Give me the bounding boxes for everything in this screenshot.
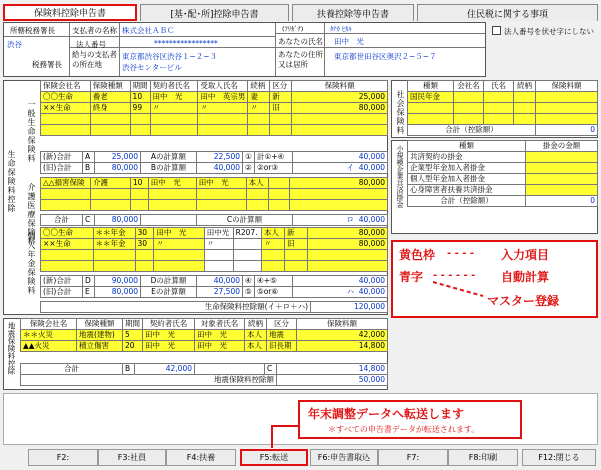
header-panel (3, 22, 486, 77)
addr-label: あなたの住所又は居所 (278, 50, 323, 69)
pension-label: 個人年金保険料 (27, 232, 36, 295)
table-row[interactable]: 心身障害者扶養共済掛金 (408, 185, 598, 196)
legend-master: マスター登録 (487, 294, 560, 308)
corp-no-label: 法人番号 (76, 40, 106, 49)
table-row[interactable]: 〇〇生命 養老 10 田中 光 田中 英宗男 妻 新 25,000 (41, 92, 388, 103)
corp-no-checkbox-label: 法人番号を伏せ字にしない (504, 27, 594, 36)
name-value: 田中 光 (334, 37, 364, 46)
payer-addr-label: 給与の支払者の所在地 (72, 50, 117, 69)
life-section-label: 生命保険料控除 (7, 150, 16, 213)
tab-dependents[interactable]: 扶養控除等申告書 (292, 4, 414, 21)
corp-no-value: ***************** (154, 39, 218, 48)
care-table (40, 177, 388, 211)
corp-no-checkbox[interactable] (492, 26, 501, 35)
legend-input: 入力項目 (501, 248, 550, 262)
tab-resident-tax[interactable]: 住民税に関する事項 (417, 4, 598, 21)
table-row[interactable]: ××生命 ＊＊年金 30 〃 〃 〃 旧 80,000 (41, 239, 388, 250)
payer-name-value: 株式会社ＡＢＣ (122, 26, 175, 35)
social-section-label: 社会保険料 (396, 90, 405, 135)
f8-print-button[interactable]: F8:印刷 (448, 449, 518, 466)
general-table: 保険会社名 保険種類 期間 契約者氏名 受取人氏名 続柄 区分 保険料額 〇〇生命 養老 10 田中 光 田中 英宗男 妻 新 25,000 ××生命 終身 99 〃 〃 〃 旧 80,000 (40, 80, 388, 136)
table-row[interactable]: ▲▲火災 積立傷害 20 田中 光 田中 光 本人 旧長期 14,800 (21, 341, 388, 352)
f5-transfer-button[interactable]: F5:転送 (240, 449, 308, 466)
eq-section-label: 地震保険料控除 (7, 322, 16, 375)
care-label: 介護医療保険料 (27, 183, 36, 246)
payer-addr-value2: 渋谷センタービル (122, 63, 182, 72)
legend-auto: 自動計算 (501, 270, 550, 284)
furigana-label: (ﾌﾘｶﾞﾅ) (282, 25, 304, 33)
pension-sums: (新)合計 D 90,000 Dの計算額 40,000 ④ ④+⑤ 40,000 (旧)合計 E 80,000 Eの計算額 27,500 ⑤ ⑤or⑥ ハ 40,000 (40, 275, 388, 298)
f2-button[interactable]: F2: (28, 449, 98, 466)
tax-office-label: 所轄税務署長 (10, 26, 55, 35)
transfer-title: 年末調整データへ転送します (308, 407, 465, 421)
table-row[interactable]: 個人型年金加入者掛金 (408, 174, 598, 185)
table-row[interactable]: △△損害保険 介護 10 田中 光 田中 光 本人 80,000 (41, 178, 388, 189)
tab-insurance-deduction[interactable]: 保険料控除申告書 (3, 4, 137, 21)
addr-value: 東京都世田谷区奥沢２−５−７ (334, 52, 437, 61)
f4-dependents-button[interactable]: F4:扶養 (166, 449, 236, 466)
small-table: 種類 掛金の金額 共済契約の掛金 企業型年金加入者掛金 個人型年金加入者掛金 心身障害者扶養共済掛金 合計（控除額） 0 (407, 140, 598, 207)
legend-arrow-icon (433, 280, 493, 300)
f6-import-button[interactable]: F6:申告書取込 (310, 449, 378, 466)
table-row[interactable]: 国民年金 (408, 92, 598, 103)
tab-basic-spouse-deduction[interactable]: [基･配･所]控除申告書 (140, 4, 289, 21)
table-row[interactable]: ＊＊火災 地震(建物) 5 田中 光 田中 光 本人 地震 42,000 (21, 330, 388, 341)
legend-dash-1: - - - - (447, 248, 475, 259)
furigana-value: ﾀﾅｶ ﾋｶﾙ (330, 25, 352, 33)
eq-sums: 合計 B 42,000 C 14,800 地震保険料控除額 50,000 (20, 363, 388, 386)
legend-dash-2: - - - - - - (433, 270, 476, 281)
table-row[interactable]: ××生命 終身 99 〃 〃 〃 旧 80,000 (41, 103, 388, 114)
social-table: 種類 会社名 氏名 続柄 保険料額 国民年金 合計（控除額） 0 (407, 80, 598, 136)
f12-close-button[interactable]: F12:閉じる (522, 449, 596, 466)
general-label: 一般生命保険料 (27, 100, 36, 163)
general-sums: (新)合計 A 25,000 Aの計算額 22,500 ① 計①+④ 40,000 (旧)合計 B 80,000 Bの計算額 40,000 ② ②or③ イ 40,000 (40, 151, 388, 174)
table-row[interactable]: 企業型年金加入者掛金 (408, 163, 598, 174)
transfer-note: ＊すべての申告書データが転送されます。 (328, 425, 480, 434)
legend-box (391, 240, 598, 318)
transfer-note-box (298, 400, 522, 439)
legend-yellow: 黄色枠 (399, 248, 436, 262)
payer-addr-value1: 東京都渋谷区渋谷１−２−３ (122, 52, 218, 61)
tax-office-value[interactable]: 渋谷 (7, 40, 22, 49)
care-sums: 合計 C 80,000 Cの計算額 ロ 40,000 (40, 214, 388, 226)
table-row[interactable]: 共済契約の掛金 (408, 152, 598, 163)
legend-blue: 青字 (399, 270, 424, 284)
pension-table (40, 227, 388, 272)
eq-table: 保険会社名 保険種類 期間 契約者氏名 対象者氏名 続柄 区分 保険料額 ＊＊火災 地震(建物) 5 田中 光 田中 光 本人 地震 42,000 ▲▲火災 積立傷害 20 田中 光 田中 光 本人 旧長期 14,800 (20, 318, 388, 352)
payer-name-label: 支払者の名称 (72, 26, 117, 35)
tax-office-suffix: 税務署長 (32, 60, 62, 69)
name-label: あなたの氏名 (278, 37, 323, 46)
life-total: 生命保険料控除額(イ＋ロ＋ハ) 120,000 (40, 301, 388, 313)
f7-button[interactable]: F7: (378, 449, 448, 466)
transfer-arrow-icon (268, 424, 302, 452)
small-section-label: 小規模企業共済掛金 (396, 145, 404, 208)
f3-employee-button[interactable]: F3:社員 (98, 449, 166, 466)
table-row[interactable]: 〇〇生命 ＊＊年金 30 田中 光 田中光 R207. 本人 新 80,000 (41, 228, 388, 239)
